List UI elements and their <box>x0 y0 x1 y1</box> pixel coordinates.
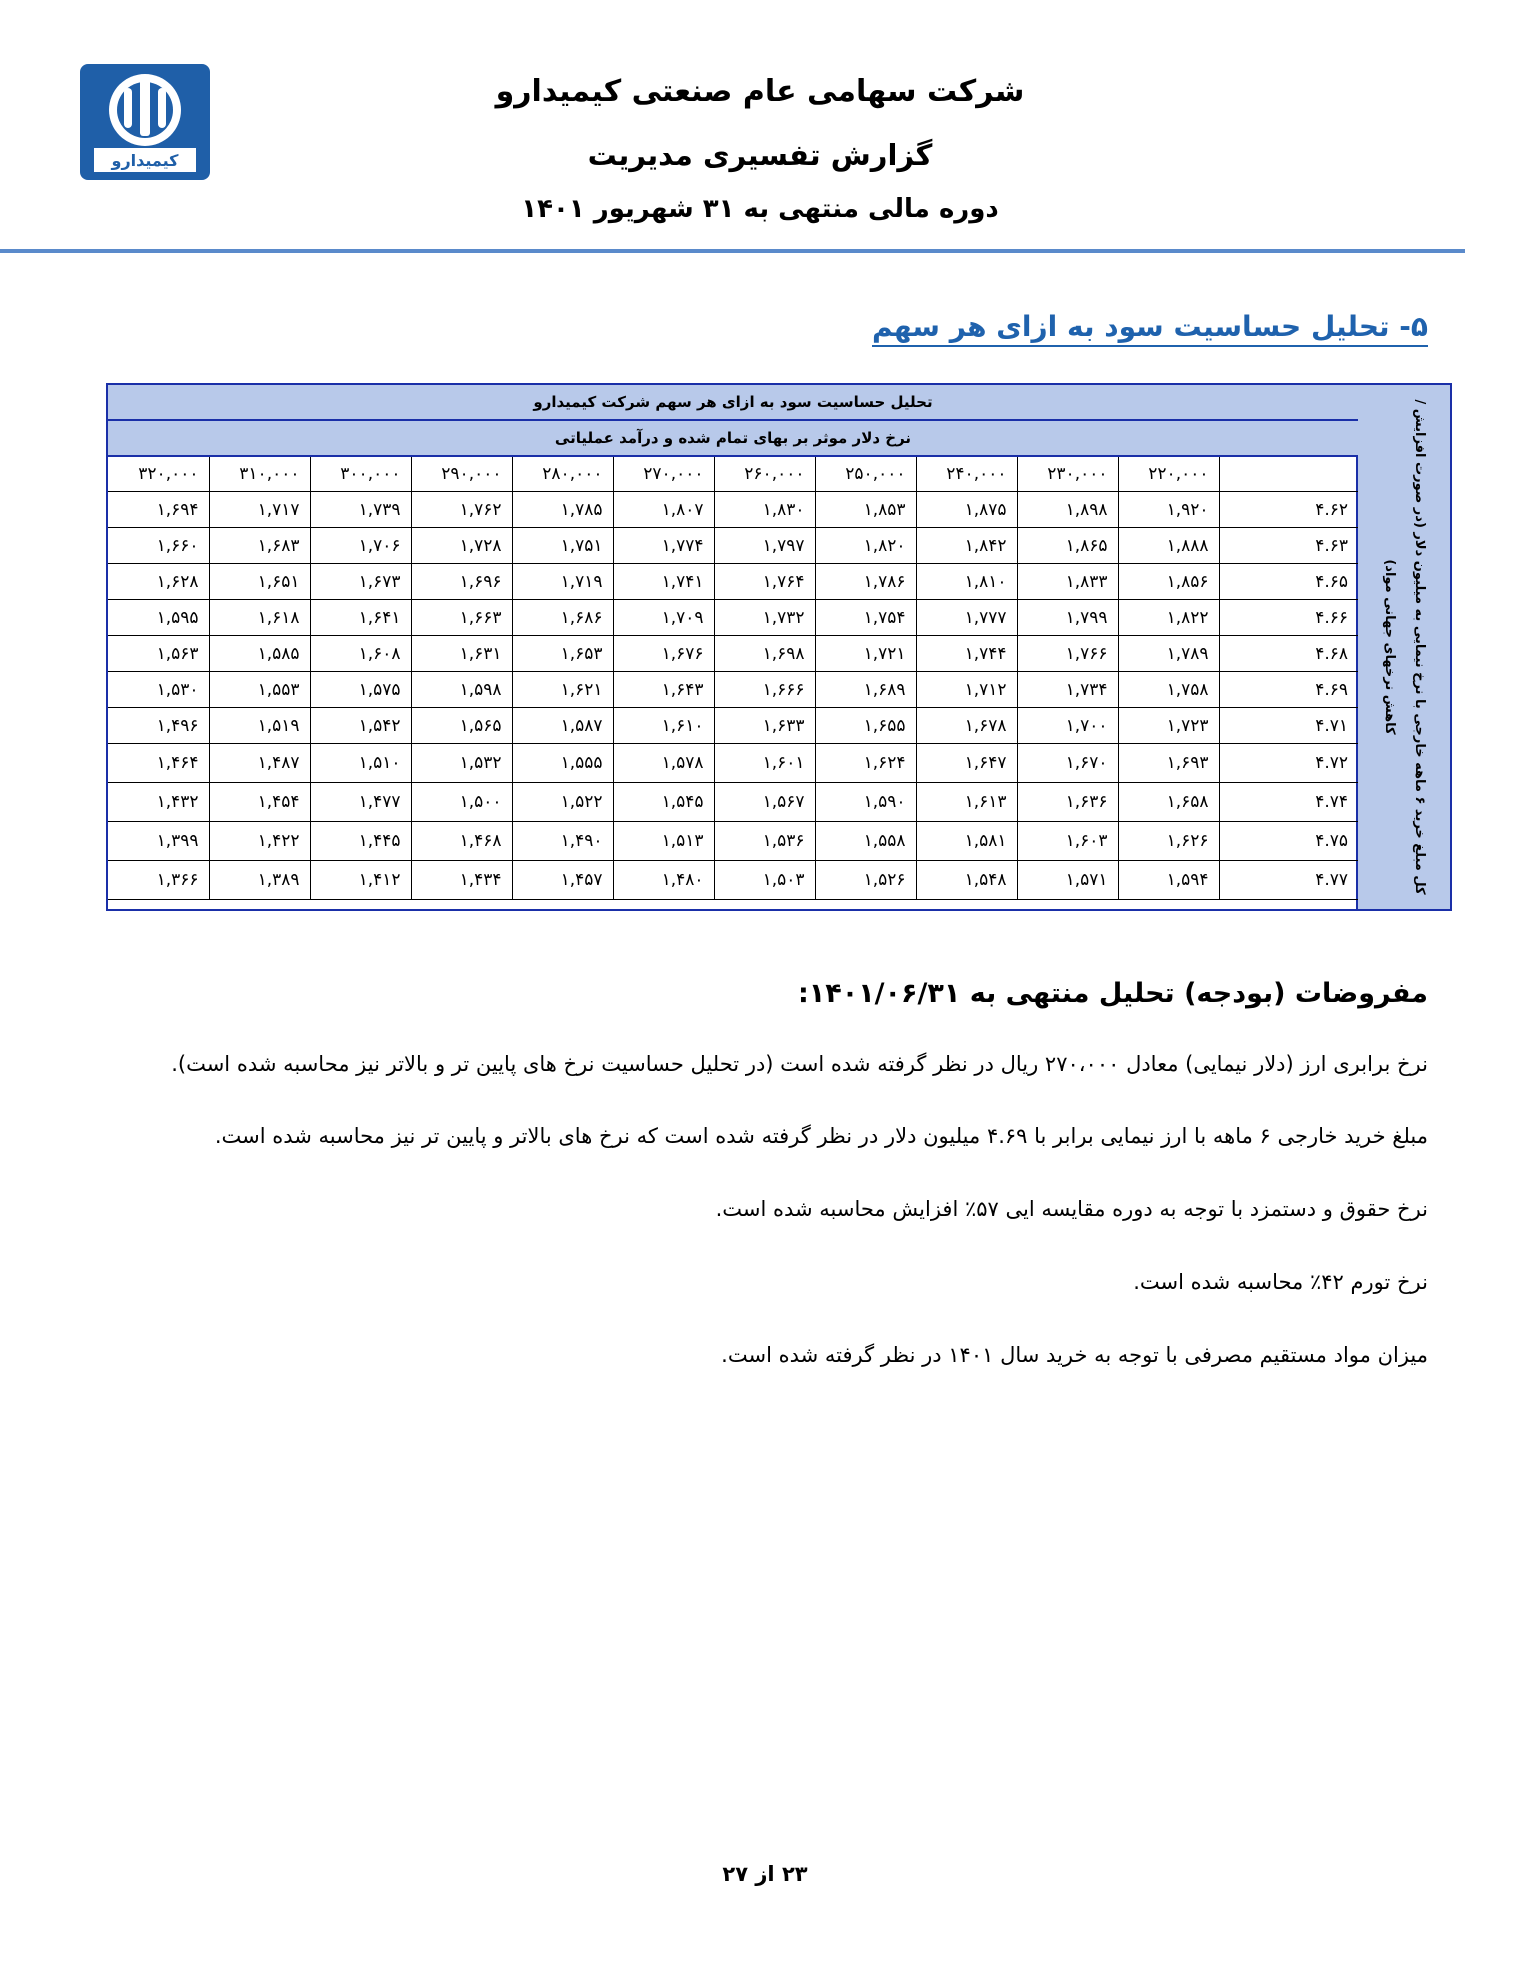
row-label-cell: ۴.۶۸ <box>1219 636 1358 672</box>
eps-value-cell: ۱,۷۶۲ <box>411 492 512 528</box>
eps-value-cell: ۱,۵۹۰ <box>815 783 916 822</box>
eps-value-cell: ۱,۷۰۶ <box>310 528 411 564</box>
eps-value-cell: ۱,۷۹۷ <box>714 528 815 564</box>
eps-value-cell: ۱,۸۵۶ <box>1118 564 1219 600</box>
row-label-cell: ۴.۷۵ <box>1219 822 1358 861</box>
eps-value-cell: ۱,۶۱۸ <box>209 600 310 636</box>
eps-value-cell: ۱,۷۵۴ <box>815 600 916 636</box>
eps-value-cell: ۱,۸۶۵ <box>1017 528 1118 564</box>
eps-value-cell: ۱,۷۱۷ <box>209 492 310 528</box>
row-label-cell: ۴.۶۳ <box>1219 528 1358 564</box>
eps-value-cell: ۱,۶۰۸ <box>310 636 411 672</box>
eps-value-cell: ۱,۸۷۵ <box>916 492 1017 528</box>
row-label-cell: ۴.۶۵ <box>1219 564 1358 600</box>
eps-value-cell: ۱,۶۱۰ <box>613 708 714 744</box>
eps-value-cell: ۱,۷۹۹ <box>1017 600 1118 636</box>
eps-value-cell: ۱,۷۳۹ <box>310 492 411 528</box>
eps-value-cell: ۱,۵۹۵ <box>108 600 209 636</box>
column-header: ۲۷۰,۰۰۰ <box>613 457 714 492</box>
eps-value-cell: ۱,۷۸۵ <box>512 492 613 528</box>
eps-value-cell: ۱,۶۶۰ <box>108 528 209 564</box>
eps-value-cell: ۱,۴۶۸ <box>411 822 512 861</box>
row-axis-header <box>1356 385 1450 909</box>
eps-value-cell: ۱,۸۲۲ <box>1118 600 1219 636</box>
eps-value-cell: ۱,۶۳۱ <box>411 636 512 672</box>
eps-value-cell: ۱,۶۹۳ <box>1118 744 1219 783</box>
eps-value-cell: ۱,۶۲۴ <box>815 744 916 783</box>
table-row <box>108 492 1358 528</box>
column-header: ۲۸۰,۰۰۰ <box>512 457 613 492</box>
eps-value-cell: ۱,۶۴۷ <box>916 744 1017 783</box>
eps-value-cell: ۱,۶۷۶ <box>613 636 714 672</box>
eps-value-cell: ۱,۸۲۰ <box>815 528 916 564</box>
eps-value-cell: ۱,۵۰۰ <box>411 783 512 822</box>
eps-value-cell: ۱,۶۷۸ <box>916 708 1017 744</box>
section-title: ۵- تحلیل حساسیت سود به ازای هر سهم <box>872 310 1428 347</box>
eps-value-cell: ۱,۴۵۴ <box>209 783 310 822</box>
eps-value-cell: ۱,۷۳۴ <box>1017 672 1118 708</box>
eps-value-cell: ۱,۶۴۱ <box>310 600 411 636</box>
column-header: ۲۶۰,۰۰۰ <box>714 457 815 492</box>
eps-value-cell: ۱,۸۸۸ <box>1118 528 1219 564</box>
eps-value-cell: ۱,۶۰۳ <box>1017 822 1118 861</box>
row-label-cell: ۴.۷۷ <box>1219 861 1358 900</box>
eps-value-cell: ۱,۵۵۸ <box>815 822 916 861</box>
eps-value-cell: ۱,۶۳۶ <box>1017 783 1118 822</box>
eps-value-cell: ۱,۷۲۱ <box>815 636 916 672</box>
column-header: ۳۱۰,۰۰۰ <box>209 457 310 492</box>
eps-value-cell: ۱,۵۸۵ <box>209 636 310 672</box>
table-row <box>108 861 1358 900</box>
eps-value-cell: ۱,۵۴۲ <box>310 708 411 744</box>
sensitivity-grid <box>108 457 1358 900</box>
eps-value-cell: ۱,۴۴۵ <box>310 822 411 861</box>
eps-value-cell: ۱,۶۸۹ <box>815 672 916 708</box>
table-row <box>108 822 1358 861</box>
column-header: ۲۲۰,۰۰۰ <box>1118 457 1219 492</box>
eps-value-cell: ۱,۷۷۴ <box>613 528 714 564</box>
eps-value-cell: ۱,۷۲۳ <box>1118 708 1219 744</box>
eps-value-cell: ۱,۸۳۰ <box>714 492 815 528</box>
eps-value-cell: ۱,۵۹۴ <box>1118 861 1219 900</box>
eps-value-cell: ۱,۳۹۹ <box>108 822 209 861</box>
eps-value-cell: ۱,۴۹۶ <box>108 708 209 744</box>
assumption-item: نرخ برابری ارز (دلار نیمایی) معادل ۲۷۰،۰۰۰ ریال در نظر گرفته شده است (در تحلیل حساسیت نرخ های پایین تر و بالاتر نیز محاسبه شده است). <box>171 1052 1428 1076</box>
table-title: تحلیل حساسیت سود به ازای هر سهم شرکت کیمیدارو <box>108 385 1358 421</box>
assumption-item: میزان مواد مستقیم مصرفی با توجه به خرید سال ۱۴۰۱ در نظر گرفته شده است. <box>721 1343 1428 1367</box>
row-label-cell: ۴.۷۱ <box>1219 708 1358 744</box>
corner-cell <box>1219 457 1358 492</box>
eps-value-cell: ۱,۵۴۵ <box>613 783 714 822</box>
eps-value-cell: ۱,۵۵۳ <box>209 672 310 708</box>
table-row <box>108 744 1358 783</box>
eps-value-cell: ۱,۶۸۶ <box>512 600 613 636</box>
company-name: شرکت سهامی عام صنعتی کیمیدارو <box>495 74 1025 109</box>
eps-value-cell: ۱,۸۵۳ <box>815 492 916 528</box>
column-header: ۲۵۰,۰۰۰ <box>815 457 916 492</box>
eps-value-cell: ۱,۸۱۰ <box>916 564 1017 600</box>
report-title: گزارش تفسیری مدیریت <box>587 138 933 172</box>
eps-value-cell: ۱,۶۶۳ <box>411 600 512 636</box>
column-header-row <box>108 457 1358 492</box>
eps-value-cell: ۱,۷۰۹ <box>613 600 714 636</box>
eps-value-cell: ۱,۶۹۶ <box>411 564 512 600</box>
row-label-cell: ۴.۷۴ <box>1219 783 1358 822</box>
eps-value-cell: ۱,۵۸۱ <box>916 822 1017 861</box>
eps-value-cell: ۱,۵۷۸ <box>613 744 714 783</box>
eps-value-cell: ۱,۶۲۶ <box>1118 822 1219 861</box>
assumption-item: مبلغ خرید خارجی ۶ ماهه با ارز نیمایی برابر با ۴.۶۹ میلیون دلار در نظر گرفته شده است که نرخ های بالاتر و پایین تر نیز محاسبه شده است. <box>214 1124 1428 1148</box>
eps-value-cell: ۱,۸۳۳ <box>1017 564 1118 600</box>
eps-value-cell: ۱,۳۶۶ <box>108 861 209 900</box>
eps-value-cell: ۱,۵۰۳ <box>714 861 815 900</box>
eps-value-cell: ۱,۷۴۱ <box>613 564 714 600</box>
eps-value-cell: ۱,۷۵۸ <box>1118 672 1219 708</box>
eps-value-cell: ۱,۶۶۶ <box>714 672 815 708</box>
eps-value-cell: ۱,۵۶۳ <box>108 636 209 672</box>
row-axis-label: کل مبلغ خرید ۶ ماهه خارجی با نرخ نیمایی به میلیون دلار (در صورت افزایش / کاهش نرخهای جهانی مواد) <box>1382 399 1427 895</box>
eps-value-cell: ۱,۵۹۸ <box>411 672 512 708</box>
eps-value-cell: ۱,۴۳۲ <box>108 783 209 822</box>
column-header: ۲۳۰,۰۰۰ <box>1017 457 1118 492</box>
eps-value-cell: ۱,۴۶۴ <box>108 744 209 783</box>
eps-value-cell: ۱,۴۲۲ <box>209 822 310 861</box>
eps-value-cell: ۱,۵۱۹ <box>209 708 310 744</box>
eps-value-cell: ۱,۴۹۰ <box>512 822 613 861</box>
eps-value-cell: ۱,۵۷۱ <box>1017 861 1118 900</box>
eps-value-cell: ۱,۷۰۰ <box>1017 708 1118 744</box>
eps-value-cell: ۱,۷۸۹ <box>1118 636 1219 672</box>
table-row <box>108 600 1358 636</box>
row-label-cell: ۴.۶۹ <box>1219 672 1358 708</box>
eps-value-cell: ۱,۸۴۲ <box>916 528 1017 564</box>
eps-value-cell: ۱,۴۵۷ <box>512 861 613 900</box>
column-header: ۲۴۰,۰۰۰ <box>916 457 1017 492</box>
column-header: ۳۲۰,۰۰۰ <box>108 457 209 492</box>
table-row <box>108 636 1358 672</box>
eps-value-cell: ۱,۵۳۰ <box>108 672 209 708</box>
eps-value-cell: ۱,۵۲۶ <box>815 861 916 900</box>
eps-value-cell: ۱,۴۳۴ <box>411 861 512 900</box>
eps-value-cell: ۱,۵۶۷ <box>714 783 815 822</box>
eps-value-cell: ۱,۵۱۰ <box>310 744 411 783</box>
eps-value-cell: ۱,۶۳۳ <box>714 708 815 744</box>
eps-value-cell: ۱,۵۲۲ <box>512 783 613 822</box>
eps-value-cell: ۱,۷۸۶ <box>815 564 916 600</box>
eps-value-cell: ۱,۷۲۸ <box>411 528 512 564</box>
eps-value-cell: ۱,۶۲۸ <box>108 564 209 600</box>
eps-value-cell: ۱,۸۰۷ <box>613 492 714 528</box>
eps-value-cell: ۱,۶۵۸ <box>1118 783 1219 822</box>
assumption-item: نرخ تورم ۴۲٪ محاسبه شده است. <box>1133 1270 1428 1294</box>
eps-value-cell: ۱,۷۳۲ <box>714 600 815 636</box>
eps-value-cell: ۱,۹۲۰ <box>1118 492 1219 528</box>
table-row <box>108 564 1358 600</box>
eps-value-cell: ۱,۶۵۵ <box>815 708 916 744</box>
eps-value-cell: ۱,۶۲۱ <box>512 672 613 708</box>
eps-value-cell: ۱,۶۵۱ <box>209 564 310 600</box>
eps-value-cell: ۱,۶۴۳ <box>613 672 714 708</box>
eps-value-cell: ۱,۵۶۵ <box>411 708 512 744</box>
eps-value-cell: ۱,۵۳۲ <box>411 744 512 783</box>
kimidaru-logo-icon <box>80 64 210 180</box>
eps-value-cell: ۱,۷۴۴ <box>916 636 1017 672</box>
eps-value-cell: ۱,۶۹۴ <box>108 492 209 528</box>
column-header: ۲۹۰,۰۰۰ <box>411 457 512 492</box>
company-logo <box>80 64 210 180</box>
eps-value-cell: ۱,۳۸۹ <box>209 861 310 900</box>
sensitivity-table <box>106 383 1452 911</box>
table-row <box>108 528 1358 564</box>
eps-value-cell: ۱,۸۹۸ <box>1017 492 1118 528</box>
eps-value-cell: ۱,۶۸۳ <box>209 528 310 564</box>
eps-value-cell: ۱,۵۵۵ <box>512 744 613 783</box>
eps-value-cell: ۱,۷۷۷ <box>916 600 1017 636</box>
eps-value-cell: ۱,۵۷۵ <box>310 672 411 708</box>
eps-value-cell: ۱,۵۴۸ <box>916 861 1017 900</box>
eps-value-cell: ۱,۴۱۲ <box>310 861 411 900</box>
eps-value-cell: ۱,۶۷۰ <box>1017 744 1118 783</box>
table-row <box>108 708 1358 744</box>
logo-text: کیمیدارو <box>111 151 179 170</box>
report-period: دوره مالی منتهی به ۳۱ شهریور ۱۴۰۱ <box>521 194 999 224</box>
table-row <box>108 783 1358 822</box>
eps-value-cell: ۱,۷۵۱ <box>512 528 613 564</box>
eps-value-cell: ۱,۶۵۳ <box>512 636 613 672</box>
assumptions-title: مفروضات (بودجه) تحلیل منتهی به ۱۴۰۱/۰۶/۳۱: <box>797 978 1428 1009</box>
eps-value-cell: ۱,۴۸۷ <box>209 744 310 783</box>
eps-value-cell: ۱,۵۸۷ <box>512 708 613 744</box>
eps-value-cell: ۱,۴۸۰ <box>613 861 714 900</box>
eps-value-cell: ۱,۷۶۶ <box>1017 636 1118 672</box>
page-number: ۲۳ از ۲۷ <box>722 1862 808 1886</box>
row-label-cell: ۴.۶۶ <box>1219 600 1358 636</box>
eps-value-cell: ۱,۶۰۱ <box>714 744 815 783</box>
eps-value-cell: ۱,۷۱۲ <box>916 672 1017 708</box>
assumption-item: نرخ حقوق و دستمزد با توجه به دوره مقایسه ایی ۵۷٪ افزایش محاسبه شده است. <box>715 1197 1428 1221</box>
eps-value-cell: ۱,۷۱۹ <box>512 564 613 600</box>
eps-value-cell: ۱,۷۶۴ <box>714 564 815 600</box>
header-divider <box>0 249 1465 253</box>
eps-value-cell: ۱,۴۷۷ <box>310 783 411 822</box>
table-row <box>108 672 1358 708</box>
eps-value-cell: ۱,۵۳۶ <box>714 822 815 861</box>
eps-value-cell: ۱,۶۷۳ <box>310 564 411 600</box>
eps-value-cell: ۱,۶۱۳ <box>916 783 1017 822</box>
table-subtitle: نرخ دلار موثر بر بهای تمام شده و درآمد عملیاتی <box>108 421 1358 457</box>
eps-value-cell: ۱,۵۱۳ <box>613 822 714 861</box>
row-label-cell: ۴.۶۲ <box>1219 492 1358 528</box>
column-header: ۳۰۰,۰۰۰ <box>310 457 411 492</box>
eps-value-cell: ۱,۶۹۸ <box>714 636 815 672</box>
row-label-cell: ۴.۷۲ <box>1219 744 1358 783</box>
